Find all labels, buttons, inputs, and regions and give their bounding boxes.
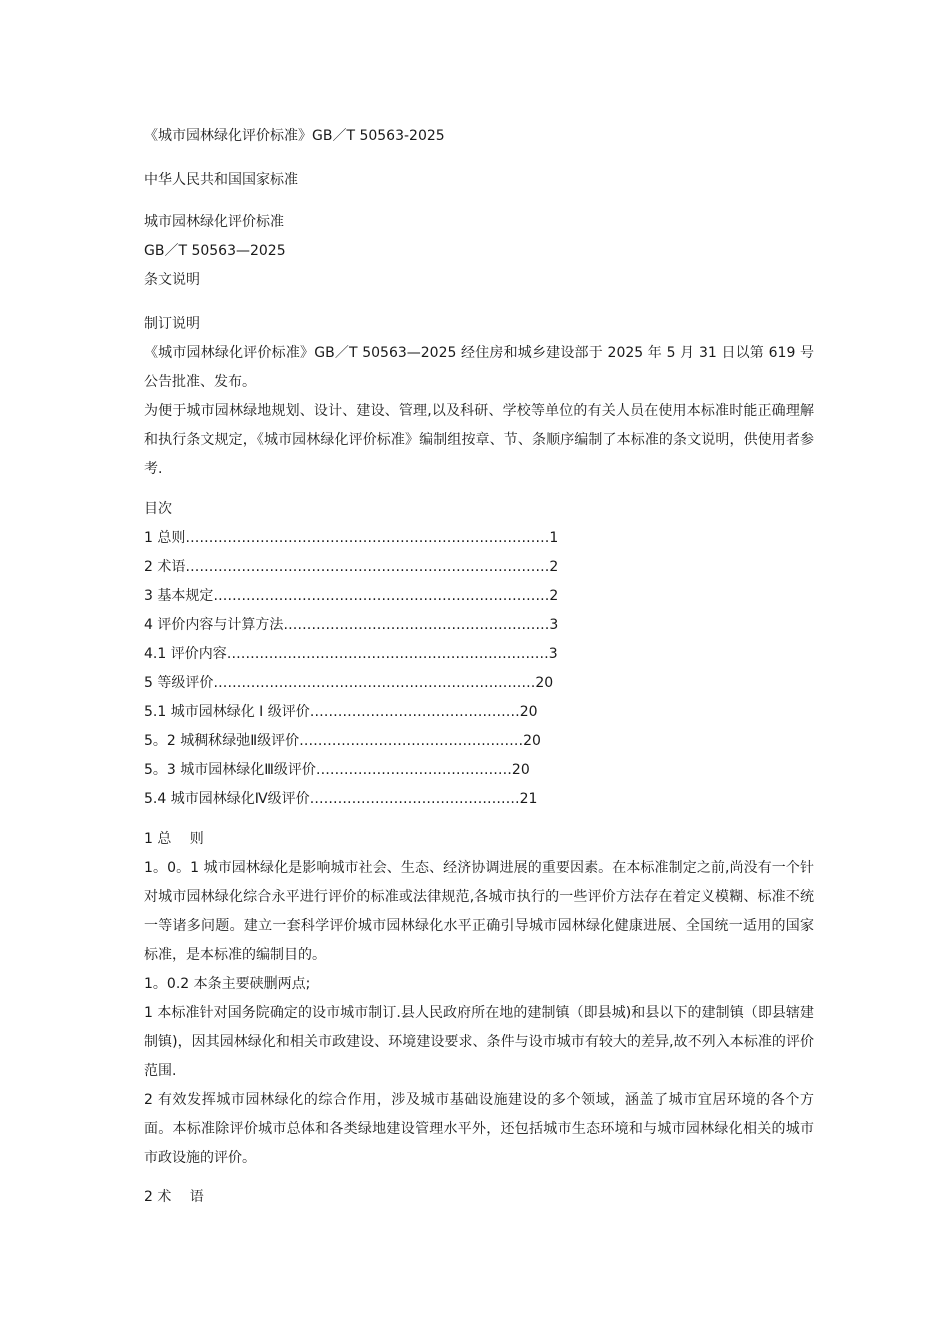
standard-info-block: [144, 208, 814, 295]
toc-item: 4.1 评价内容……………………………………………………………3: [144, 646, 558, 662]
revision-heading: 制订说明: [144, 316, 200, 332]
toc-item: 5。2 城稠秫绿弛Ⅱ级评价…………………………………………20: [144, 733, 541, 749]
revision-paragraph-2: 为便于城市园林绿地规划、设计、建设、管理,以及科研、学校等单位的有关人员在使用本标准时能正确理解和执行条文规定，《城市园林绿化评价标准》编制组按章、节、条顺序编制了本标准的条文说明，供使用者参考.: [144, 403, 814, 477]
document-title-block: [144, 122, 814, 151]
chapter-1-paragraph: 1。0.2 本条主要硖删两点;: [144, 976, 311, 992]
document-title: 《城市园林绿化评价标准》GB／T 50563-2025: [144, 128, 445, 144]
revision-section: [144, 310, 814, 484]
article-explanation-label: 条文说明: [144, 272, 200, 288]
chapter-1-section: [144, 825, 814, 1173]
toc-item: 5 等级评价……………………………………………………………20: [144, 675, 554, 691]
chapter-1-paragraph: 1。0。1 城市园林绿化是影响城市社会、生态、经济协调进展的重要因素。在本标准制定之前,尚没有一个针对城市园林绿化综合永平进行评价的标准或法律规范,各城市执行的一些评价方法存在着定义模糊、标准不统一等诸多问题。建立一套科学评价城市园林绿化水平正确引导城市园林绿化健康进展、全国统一适用的国家标准，是本标准的编制目的。: [144, 860, 814, 963]
revision-paragraph-1: 《城市园林绿化评价标准》GB／T 50563—2025 经住房和城乡建设部于 2025 年 5 月 31 日以第 619 号公告批准、发布。: [144, 345, 814, 390]
chapter-1-heading: 1 总 则: [144, 831, 204, 847]
toc-item: 4 评价内容与计算方法…………………………………………………3: [144, 617, 559, 633]
toc-item: 5.1 城市园林绿化 I 级评价………………………………………20: [144, 704, 538, 720]
toc-item: 3 基本规定………………………………………………………………2: [144, 588, 559, 604]
standard-code: GB／T 50563—2025: [144, 243, 286, 259]
national-standard-label: 中华人民共和国国家标准: [144, 172, 298, 188]
chapter-1-paragraph: 1 本标准针对国务院确定的设市城市制订.县人民政府所在地的建制镇（即县城)和县以下的建制镇（即县辖建制镇)，因其园林绿化和相关市政建设、环境建设要求、条件与设市城市有较大的差异,故不列入本标准的评价范围.: [144, 1005, 814, 1079]
toc-item: 5.4 城市园林绿化Ⅳ级评价………………………………………21: [144, 791, 538, 807]
chapter-2-heading: 2 术 语: [144, 1189, 204, 1205]
table-of-contents: [144, 495, 814, 814]
toc-item: 1 总则……………………………………………………………………1: [144, 530, 559, 546]
toc-heading: 目次: [144, 501, 172, 517]
toc-item: 2 术语……………………………………………………………………2: [144, 559, 559, 575]
toc-item: 5。3 城市园林绿化Ⅲ级评价……………………………………20: [144, 762, 530, 778]
national-standard-block: [144, 166, 814, 195]
standard-name: 城市园林绿化评价标准: [144, 214, 284, 230]
chapter-2-section: [144, 1183, 814, 1212]
chapter-1-paragraph: 2 有效发挥城市园林绿化的综合作用，涉及城市基础设施建设的多个领域，涵盖了城市宜居环境的各个方面。本标准除评价城市总体和各类绿地建设管理水平外，还包括城市生态环境和与城市园林绿化相关的城市市政设施的评价。: [144, 1092, 814, 1166]
